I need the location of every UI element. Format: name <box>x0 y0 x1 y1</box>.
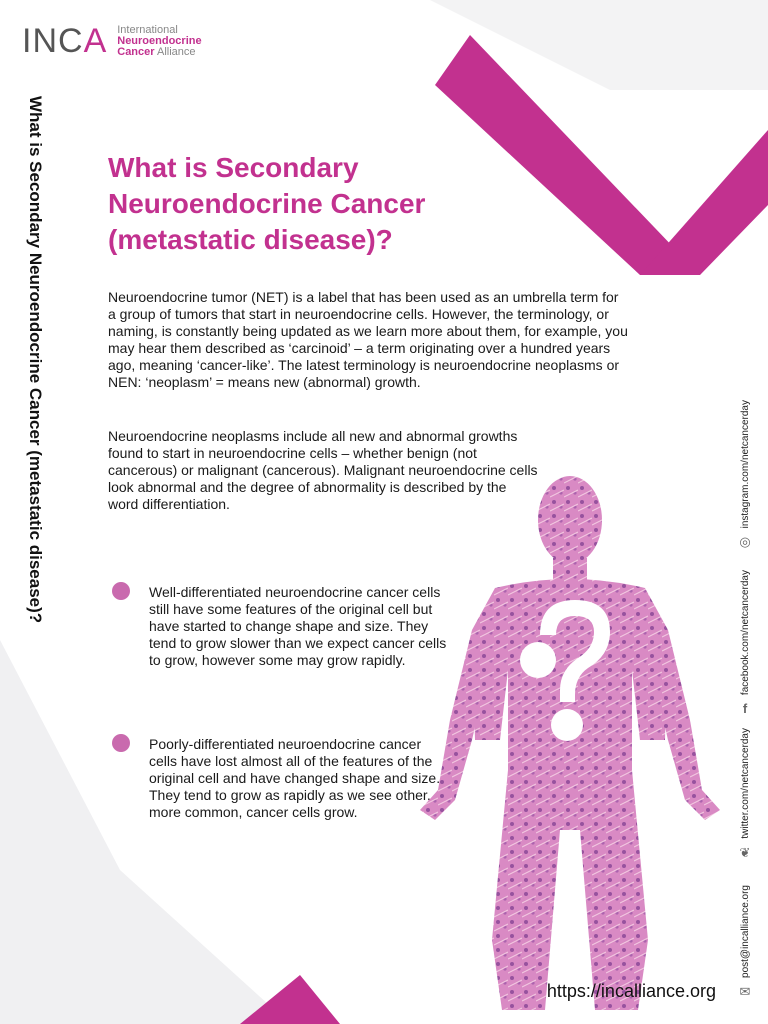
twitter-link[interactable]: twitter.com/netcancerday <box>739 728 751 839</box>
instagram-icon: ◎ <box>739 534 751 550</box>
logo-mark <box>22 22 107 61</box>
bullet-well-differentiated <box>112 584 449 669</box>
logo-line-3-prefix: Cancer <box>117 46 155 58</box>
social-instagram[interactable] <box>730 400 760 548</box>
logo-line-3 <box>117 47 201 58</box>
facebook-link[interactable]: facebook.com/netcancerday <box>739 570 751 696</box>
logo-mark-accent: A <box>83 22 108 60</box>
bullet-dot <box>112 582 130 600</box>
bullet-text: Well-differentiated neuroendocrine cancer cells still have some features of the original cell but have started to change shape and size. They tend to grow slower than we expect cancer cells to grow, however some may grow rapidly. <box>149 584 447 668</box>
instagram-link[interactable]: instagram.com/netcancerday <box>739 400 751 529</box>
social-email[interactable] <box>730 885 760 998</box>
logo-line-3-suffix: Alliance <box>154 46 196 58</box>
human-body-illustration <box>410 470 730 1010</box>
website-url[interactable]: https://incalliance.org <box>546 981 716 1001</box>
logo-mark-text: INC <box>22 22 84 60</box>
intro-paragraph: Neuroendocrine tumor (NET) is a label that has been used as an umbrella term for a group of tumors that start in neuroendocrine cells. However, the terminology, or naming, is constantly being updated as we learn more about them, for example, you may hear them described as ‘carcinoid’ – a term originating over a hundred years ago, meaning ‘cancer-like’. The latest terminology is neuroendocrine neoplasms or NEN: ‘neoplasm’ = means new (abnormal) growth. <box>108 289 628 390</box>
bullet-poorly-differentiated <box>112 736 449 821</box>
bullet-dot <box>112 734 130 752</box>
mail-icon: ✉ <box>739 983 751 999</box>
inca-logo <box>22 22 202 61</box>
facebook-icon: f <box>742 701 748 717</box>
social-links <box>730 400 760 1010</box>
logo-line-1: International <box>117 24 178 36</box>
page-title: What is Secondary Neuroendocrine Cancer (metastatic disease)? <box>108 152 426 255</box>
twitter-icon: ❦ <box>739 844 751 860</box>
social-twitter[interactable] <box>730 728 760 859</box>
email-link[interactable]: post@incalliance.org <box>739 885 751 978</box>
bullet-text: Poorly-differentiated neuroendocrine cancer cells have lost almost all of the features of the original cell and have changed shape and size. They tend to grow as rapidly as we see other, more common, cancer cells grow. <box>149 736 441 820</box>
logo-text <box>117 25 201 58</box>
logo-line-2: Neuroendocrine <box>117 35 202 47</box>
neoplasm-paragraph: Neuroendocrine neoplasms include all new and abnormal growths found to start in neuroendocrine cells – whether benign (not cancerous) or malignant (cancerous). Malignant neuroendocrine cells look abnormal and the degree of abnormality is described by the word differentiation. <box>108 428 538 512</box>
social-facebook[interactable] <box>730 570 760 715</box>
vertical-title: What is Secondary Neuroendocrine Cancer (metastatic disease)? <box>26 96 45 624</box>
